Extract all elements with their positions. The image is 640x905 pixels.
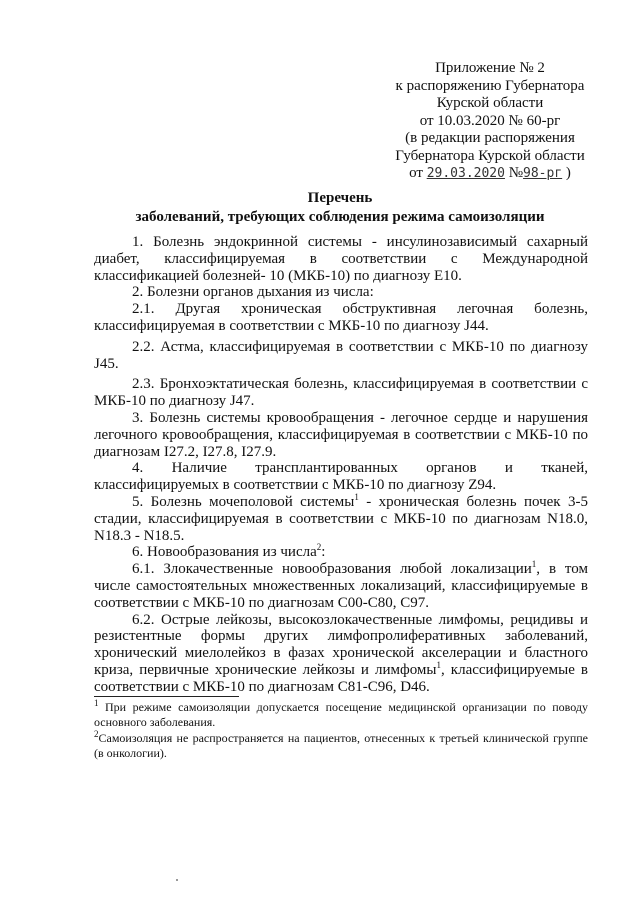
appendix-header	[370, 60, 610, 183]
footnote-mark: 1	[94, 698, 99, 708]
list-item: 2.3. Бронхоэктатическая болезнь, классифицируемая в соответствии с МКБ-10 по диагнозу J47.	[94, 376, 588, 410]
list-item: 6.1. Злокачественные новообразования любой локализации$^1$, в том числе самостоятельных множественных локализаций, классифицируемые в соответствии с МКБ-10 по диагнозам С00-С80, С97.	[94, 559, 588, 611]
scan-speck	[176, 879, 178, 881]
appendix-original-date: от 10.03.2020 № 60-рг	[419, 112, 561, 129]
list-item: 2. Болезни органов дыхания из числа:	[132, 284, 374, 301]
footnote-ref: 1	[354, 491, 359, 502]
title-line-2: заболеваний, требующих соблюдения режима самоизоляции	[135, 209, 545, 225]
revision-date-value: 29.03.2020	[426, 166, 505, 181]
footnote: $^2$Самоизоляция не распространяется на пациентов, отнесенных к третьей клинической группе (в онкологии).	[94, 729, 588, 760]
appendix-revision-authority: Губернатора Курской области	[395, 147, 585, 164]
footnote: $^1$ При режиме самоизоляции допускается посещение медицинской организации по поводу основного заболевания.	[94, 698, 588, 729]
disease-list	[94, 234, 588, 696]
appendix-revision-date: от 29.03.2020 №98-рг )	[409, 165, 571, 181]
appendix-region: Курской области	[436, 95, 544, 111]
list-item: 6. Новообразования из числа$^2$:	[132, 542, 326, 561]
document-title	[90, 189, 590, 227]
revision-number-value: 98-рг	[523, 166, 563, 181]
footnote-ref: 1	[436, 659, 441, 670]
list-item: 1. Болезнь эндокринной системы - инсулинозависимый сахарный диабет, классифицируемая в соответствии с Международной классификацией болезней- 10 (МКБ-10) по диагнозу Е10.	[94, 234, 588, 284]
appendix-number: Приложение № 2	[435, 60, 545, 76]
list-item: 2.2. Астма, классифицируемая в соответствии с МКБ-10 по диагнозу J45.	[94, 338, 588, 372]
appendix-order-ref: к распоряжению Губернатора	[395, 77, 585, 94]
footnote-divider	[94, 696, 239, 697]
list-item: 5. Болезнь мочеполовой системы$^1$ - хроническая болезнь почек 3-5 стадии, классифицируемая в соответствии с МКБ-10 по диагнозам N18.0, N18.3 - N18.5.	[94, 491, 588, 544]
footnote-mark: 2	[94, 729, 99, 739]
footnotes	[94, 700, 588, 762]
footnote-ref: 1	[531, 559, 537, 570]
list-item: 6.2. Острые лейкозы, высокозлокачественные лимфомы, рецидивы и резистентные формы других лимфопролиферативных заболеваний, хронический миелолейкоз в фазах хронической акселерации и бластного криза, первичные хронические лейкозы и лимфомы$^1$, классифицируемые в соответствии с МКБ-10 по диагнозам С81-С96, D46.	[94, 611, 588, 695]
title-line-1: Перечень	[307, 190, 373, 206]
list-item: 4. Наличие трансплантированных органов и тканей, классифицируемых в соответствии с МКБ-10 по диагнозу Z94.	[94, 460, 588, 494]
list-item: 3. Болезнь системы кровообращения - легочное сердце и нарушения легочного кровообращения, классифицируемая в соответствии с МКБ-10 по диагнозам I27.2, I27.8, I27.9.	[94, 409, 588, 460]
appendix-revision-note: (в редакции распоряжения	[405, 130, 575, 146]
footnote-ref: 2	[316, 542, 322, 553]
list-item: 2.1. Другая хроническая обструктивная легочная болезнь, классифицируемая в соответствии с МКБ-10 по диагнозу J44.	[94, 301, 588, 334]
